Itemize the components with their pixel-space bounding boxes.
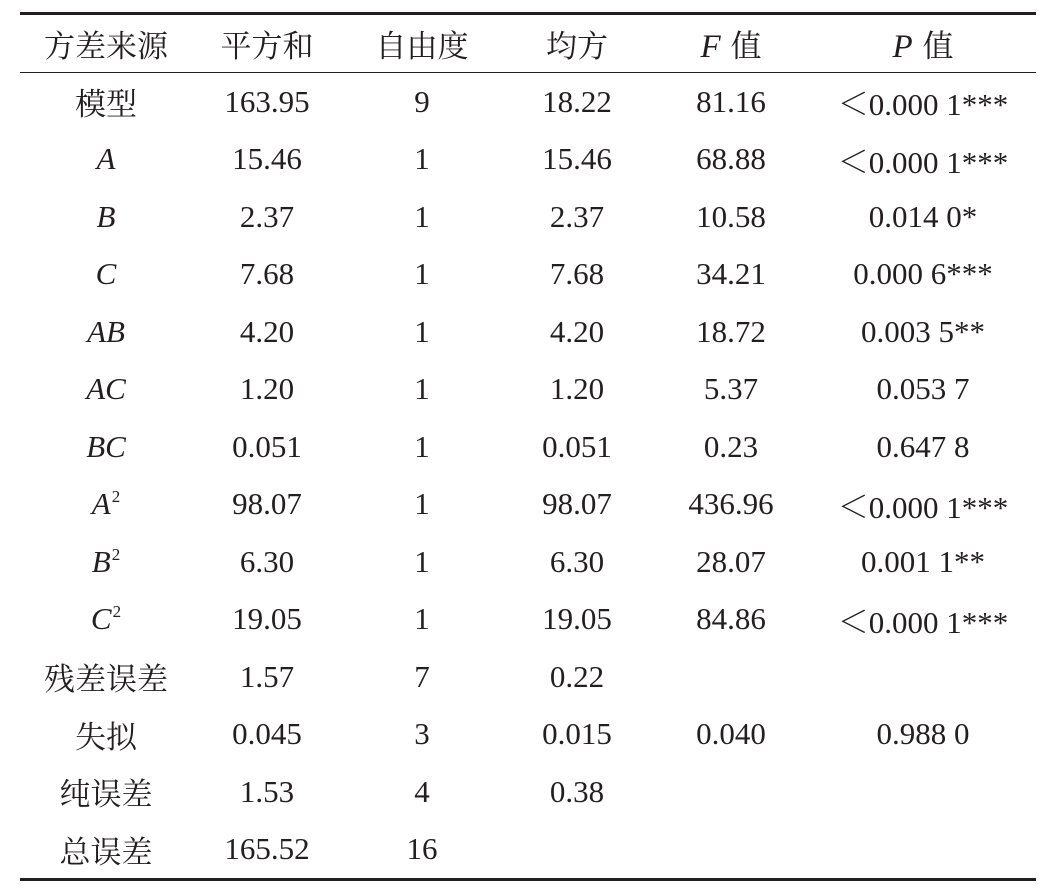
cell-sum-of-squares: 4.20 (239, 313, 295, 349)
cell-source (20, 476, 192, 534)
cell-f-value: 84.86 (696, 601, 766, 637)
cell-sum-of-squares: 1.20 (239, 371, 295, 407)
table-row (20, 533, 1036, 591)
table-row (20, 303, 1036, 361)
table-row (20, 418, 1036, 476)
cell-mean-square: 4.20 (549, 313, 605, 349)
cell-sum-of-squares: 0.045 (232, 716, 302, 752)
cell-source (20, 361, 192, 419)
cell-sum-of-squares: 1.53 (239, 773, 295, 809)
header-source: 方差来源 (20, 14, 192, 73)
cell-p-value: ＜0.000 1*** (837, 144, 1009, 180)
cell-degrees-of-freedom: 3 (414, 716, 430, 752)
cell-mean-square: 0.22 (549, 658, 605, 694)
anova-table (20, 12, 1036, 881)
cell-degrees-of-freedom: 1 (414, 486, 430, 522)
cell-f-value: 34.21 (696, 256, 766, 292)
cell-degrees-of-freedom: 16 (342, 821, 502, 880)
table-row (20, 591, 1036, 649)
cell-degrees-of-freedom: 9 (414, 83, 430, 119)
header-mean-square: 均方 (502, 14, 652, 73)
source-label: BC (86, 428, 126, 464)
cell-source (20, 246, 192, 304)
cell-source (20, 821, 192, 880)
table-row (20, 246, 1036, 304)
table-row (20, 131, 1036, 189)
cell-f-value: 18.72 (696, 313, 766, 349)
table-body (20, 73, 1036, 880)
cell-source (20, 73, 192, 131)
cell-mean-square: 0.38 (549, 773, 605, 809)
cell-mean-square: 98.07 (542, 486, 612, 522)
cell-mean-square: 0.015 (542, 716, 612, 752)
cell-p-value: 0.000 6*** (853, 256, 993, 292)
source-label: C (90, 601, 112, 637)
table-header-row (20, 14, 1036, 73)
source-label: B (96, 198, 116, 234)
cell-f-value (652, 821, 810, 880)
cell-f-value (652, 763, 810, 821)
cell-f-value: 81.16 (696, 83, 766, 119)
cell-p-value: 0.014 0* (868, 198, 978, 234)
table-row (20, 188, 1036, 246)
cell-mean-square: 6.30 (549, 543, 605, 579)
cell-source (20, 763, 192, 821)
table-row (20, 706, 1036, 764)
cell-f-value: 0.23 (703, 428, 759, 464)
cell-degrees-of-freedom: 1 (414, 428, 430, 464)
source-label: B (91, 543, 111, 579)
cell-degrees-of-freedom: 1 (414, 313, 430, 349)
source-label: C (95, 256, 117, 292)
cell-degrees-of-freedom: 1 (414, 198, 430, 234)
cell-p-value: 0.003 5** (861, 313, 985, 349)
cell-sum-of-squares: 19.05 (232, 601, 302, 637)
cell-mean-square: 1.20 (549, 371, 605, 407)
cell-source (20, 706, 192, 764)
source-label: AC (86, 371, 126, 407)
header-f-value: F 值 (652, 14, 810, 73)
cell-degrees-of-freedom: 1 (414, 543, 430, 579)
cell-f-value: 10.58 (696, 198, 766, 234)
cell-degrees-of-freedom: 1 (414, 141, 430, 177)
cell-p-value: 0.647 8 (876, 428, 970, 464)
cell-p-value: 0.001 1** (861, 543, 985, 579)
source-superscript: 2 (112, 602, 122, 622)
cell-f-value: 436.96 (688, 486, 774, 522)
table-row (20, 648, 1036, 706)
cell-mean-square: 19.05 (542, 601, 612, 637)
cell-mean-square (502, 821, 652, 880)
cell-sum-of-squares: 7.68 (239, 256, 295, 292)
cell-sum-of-squares: 0.051 (232, 428, 302, 464)
source-label: AB (87, 313, 125, 349)
cell-sum-of-squares: 1.57 (239, 658, 295, 694)
cell-mean-square: 18.22 (542, 83, 612, 119)
table-row (20, 73, 1036, 131)
cell-sum-of-squares: 163.95 (224, 83, 310, 119)
cell-p-value (810, 648, 1036, 706)
source-superscript: 2 (111, 544, 121, 564)
cell-sum-of-squares: 6.30 (239, 543, 295, 579)
cell-sum-of-squares: 15.46 (232, 141, 302, 177)
cell-degrees-of-freedom: 1 (414, 256, 430, 292)
source-label: A (96, 141, 116, 177)
anova-table-container (20, 12, 1036, 881)
cell-source (20, 533, 192, 591)
cell-source (20, 188, 192, 246)
cell-sum-of-squares: 2.37 (239, 198, 295, 234)
cell-p-value: 0.988 0 (876, 716, 970, 752)
cell-degrees-of-freedom: 1 (414, 371, 430, 407)
cell-degrees-of-freedom: 4 (414, 773, 430, 809)
cell-mean-square: 2.37 (549, 198, 605, 234)
cell-source (20, 418, 192, 476)
cell-sum-of-squares: 98.07 (232, 486, 302, 522)
cell-f-value: 0.040 (696, 716, 766, 752)
cell-p-value (810, 763, 1036, 821)
source-label: 模型 (75, 87, 137, 124)
source-label: 总误差 (59, 834, 153, 871)
source-label: A (91, 486, 111, 522)
cell-mean-square: 15.46 (542, 141, 612, 177)
header-degrees-of-freedom: 自由度 (342, 14, 502, 73)
cell-degrees-of-freedom: 7 (414, 658, 430, 694)
cell-mean-square: 0.051 (542, 428, 612, 464)
cell-p-value: ＜0.000 1*** (837, 489, 1009, 525)
cell-f-value: 68.88 (696, 141, 766, 177)
header-sum-of-squares: 平方和 (192, 14, 342, 73)
cell-mean-square: 7.68 (549, 256, 605, 292)
table-row (20, 361, 1036, 419)
cell-source (20, 303, 192, 361)
cell-source (20, 648, 192, 706)
source-label: 残差误差 (44, 662, 168, 699)
cell-source (20, 591, 192, 649)
table-row (20, 763, 1036, 821)
source-label: 纯误差 (59, 777, 153, 814)
cell-p-value: 0.053 7 (876, 371, 970, 407)
cell-p-value: ＜0.000 1*** (837, 87, 1009, 123)
table-row (20, 821, 1036, 880)
header-p-value: P 值 (810, 14, 1036, 73)
cell-f-value: 28.07 (696, 543, 766, 579)
source-superscript: 2 (111, 487, 121, 507)
cell-f-value: 5.37 (703, 371, 759, 407)
cell-degrees-of-freedom: 1 (414, 601, 430, 637)
cell-sum-of-squares: 165.52 (192, 821, 342, 880)
source-label: 失拟 (75, 719, 137, 756)
cell-p-value (810, 821, 1036, 880)
cell-f-value (652, 648, 810, 706)
cell-p-value: ＜0.000 1*** (837, 604, 1009, 640)
cell-source (20, 131, 192, 189)
table-row (20, 476, 1036, 534)
